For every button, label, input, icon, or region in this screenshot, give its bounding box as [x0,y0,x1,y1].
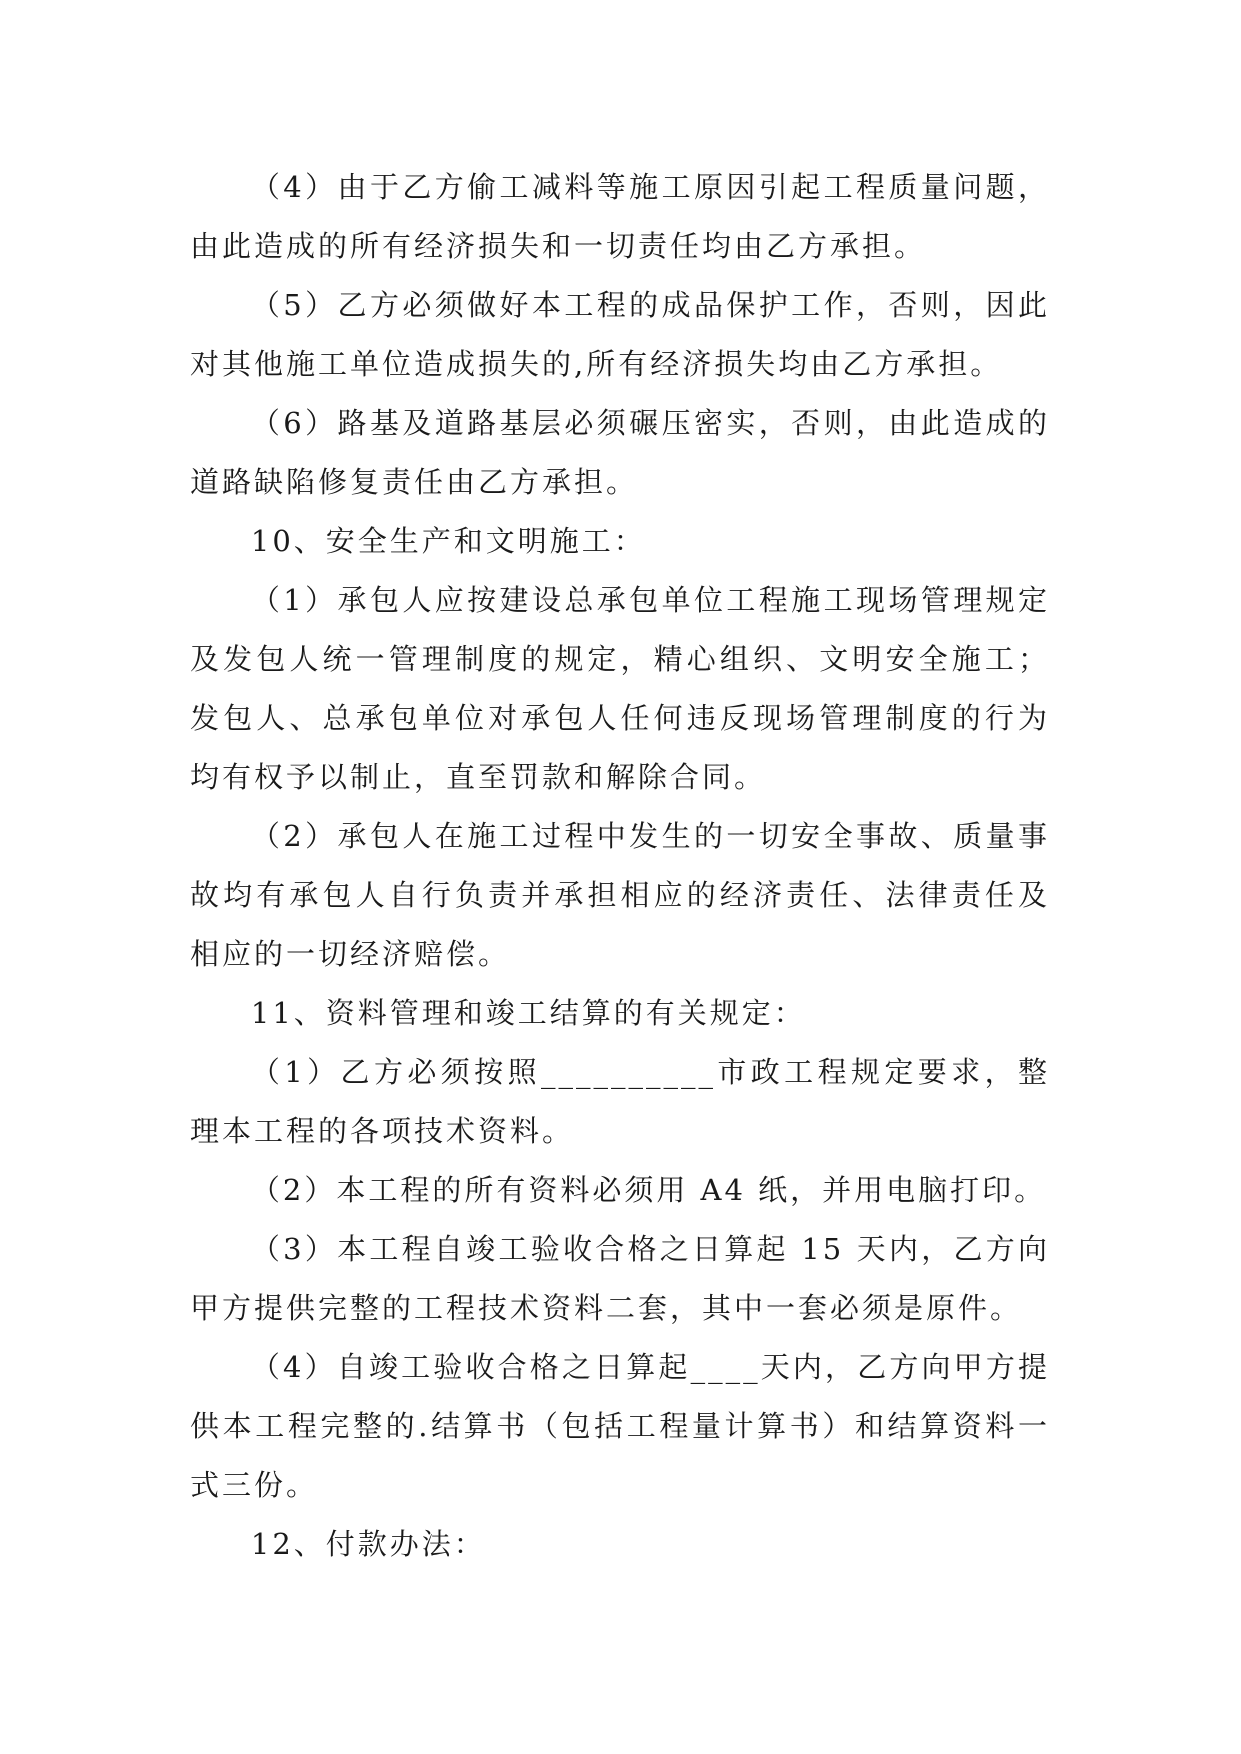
clause-paragraph: （6）路基及道路基层必须碾压密实，否则，由此造成的道路缺陷修复责任由乙方承担。 [190,406,1050,499]
clause-paragraph: （2）承包人在施工过程中发生的一切安全事故、质量事故均有承包人自行负责并承担相应的经济责任、法律责任及相应的一切经济赔偿。 [190,819,1050,971]
clause-paragraph: （1）乙方必须按照__________市政工程规定要求，整理本工程的各项技术资料。 [190,1055,1050,1148]
clause-paragraph: （3）本工程自竣工验收合格之日算起 15 天内，乙方向甲方提供完整的工程技术资料二套，其中一套必须是原件。 [190,1232,1050,1325]
section-heading: 10、安全生产和文明施工： [250,524,646,558]
clause-paragraph: （4）自竣工验收合格之日算起____天内，乙方向甲方提供本工程完整的.结算书（包括工程量计算书）和结算资料一式三份。 [190,1350,1050,1502]
section-heading: 12、付款办法： [250,1527,486,1561]
clause-paragraph: （5）乙方必须做好本工程的成品保护工作，否则，因此对其他施工单位造成损失的,所有经济损失均由乙方承担。 [190,288,1050,381]
clause-paragraph: （2）本工程的所有资料必须用 A4 纸，并用电脑打印。 [250,1173,1047,1207]
document-body [190,158,1050,1574]
section-heading: 11、资料管理和竣工结算的有关规定： [250,996,806,1030]
clause-paragraph: （4）由于乙方偷工减料等施工原因引起工程质量问题，由此造成的所有经济损失和一切责任均由乙方承担。 [190,170,1050,263]
clause-paragraph: （1）承包人应按建设总承包单位工程施工现场管理规定及发包人统一管理制度的规定，精心组织、文明安全施工；发包人、总承包单位对承包人任何违反现场管理制度的行为均有权予以制止，直至罚款和解除合同。 [190,583,1050,794]
